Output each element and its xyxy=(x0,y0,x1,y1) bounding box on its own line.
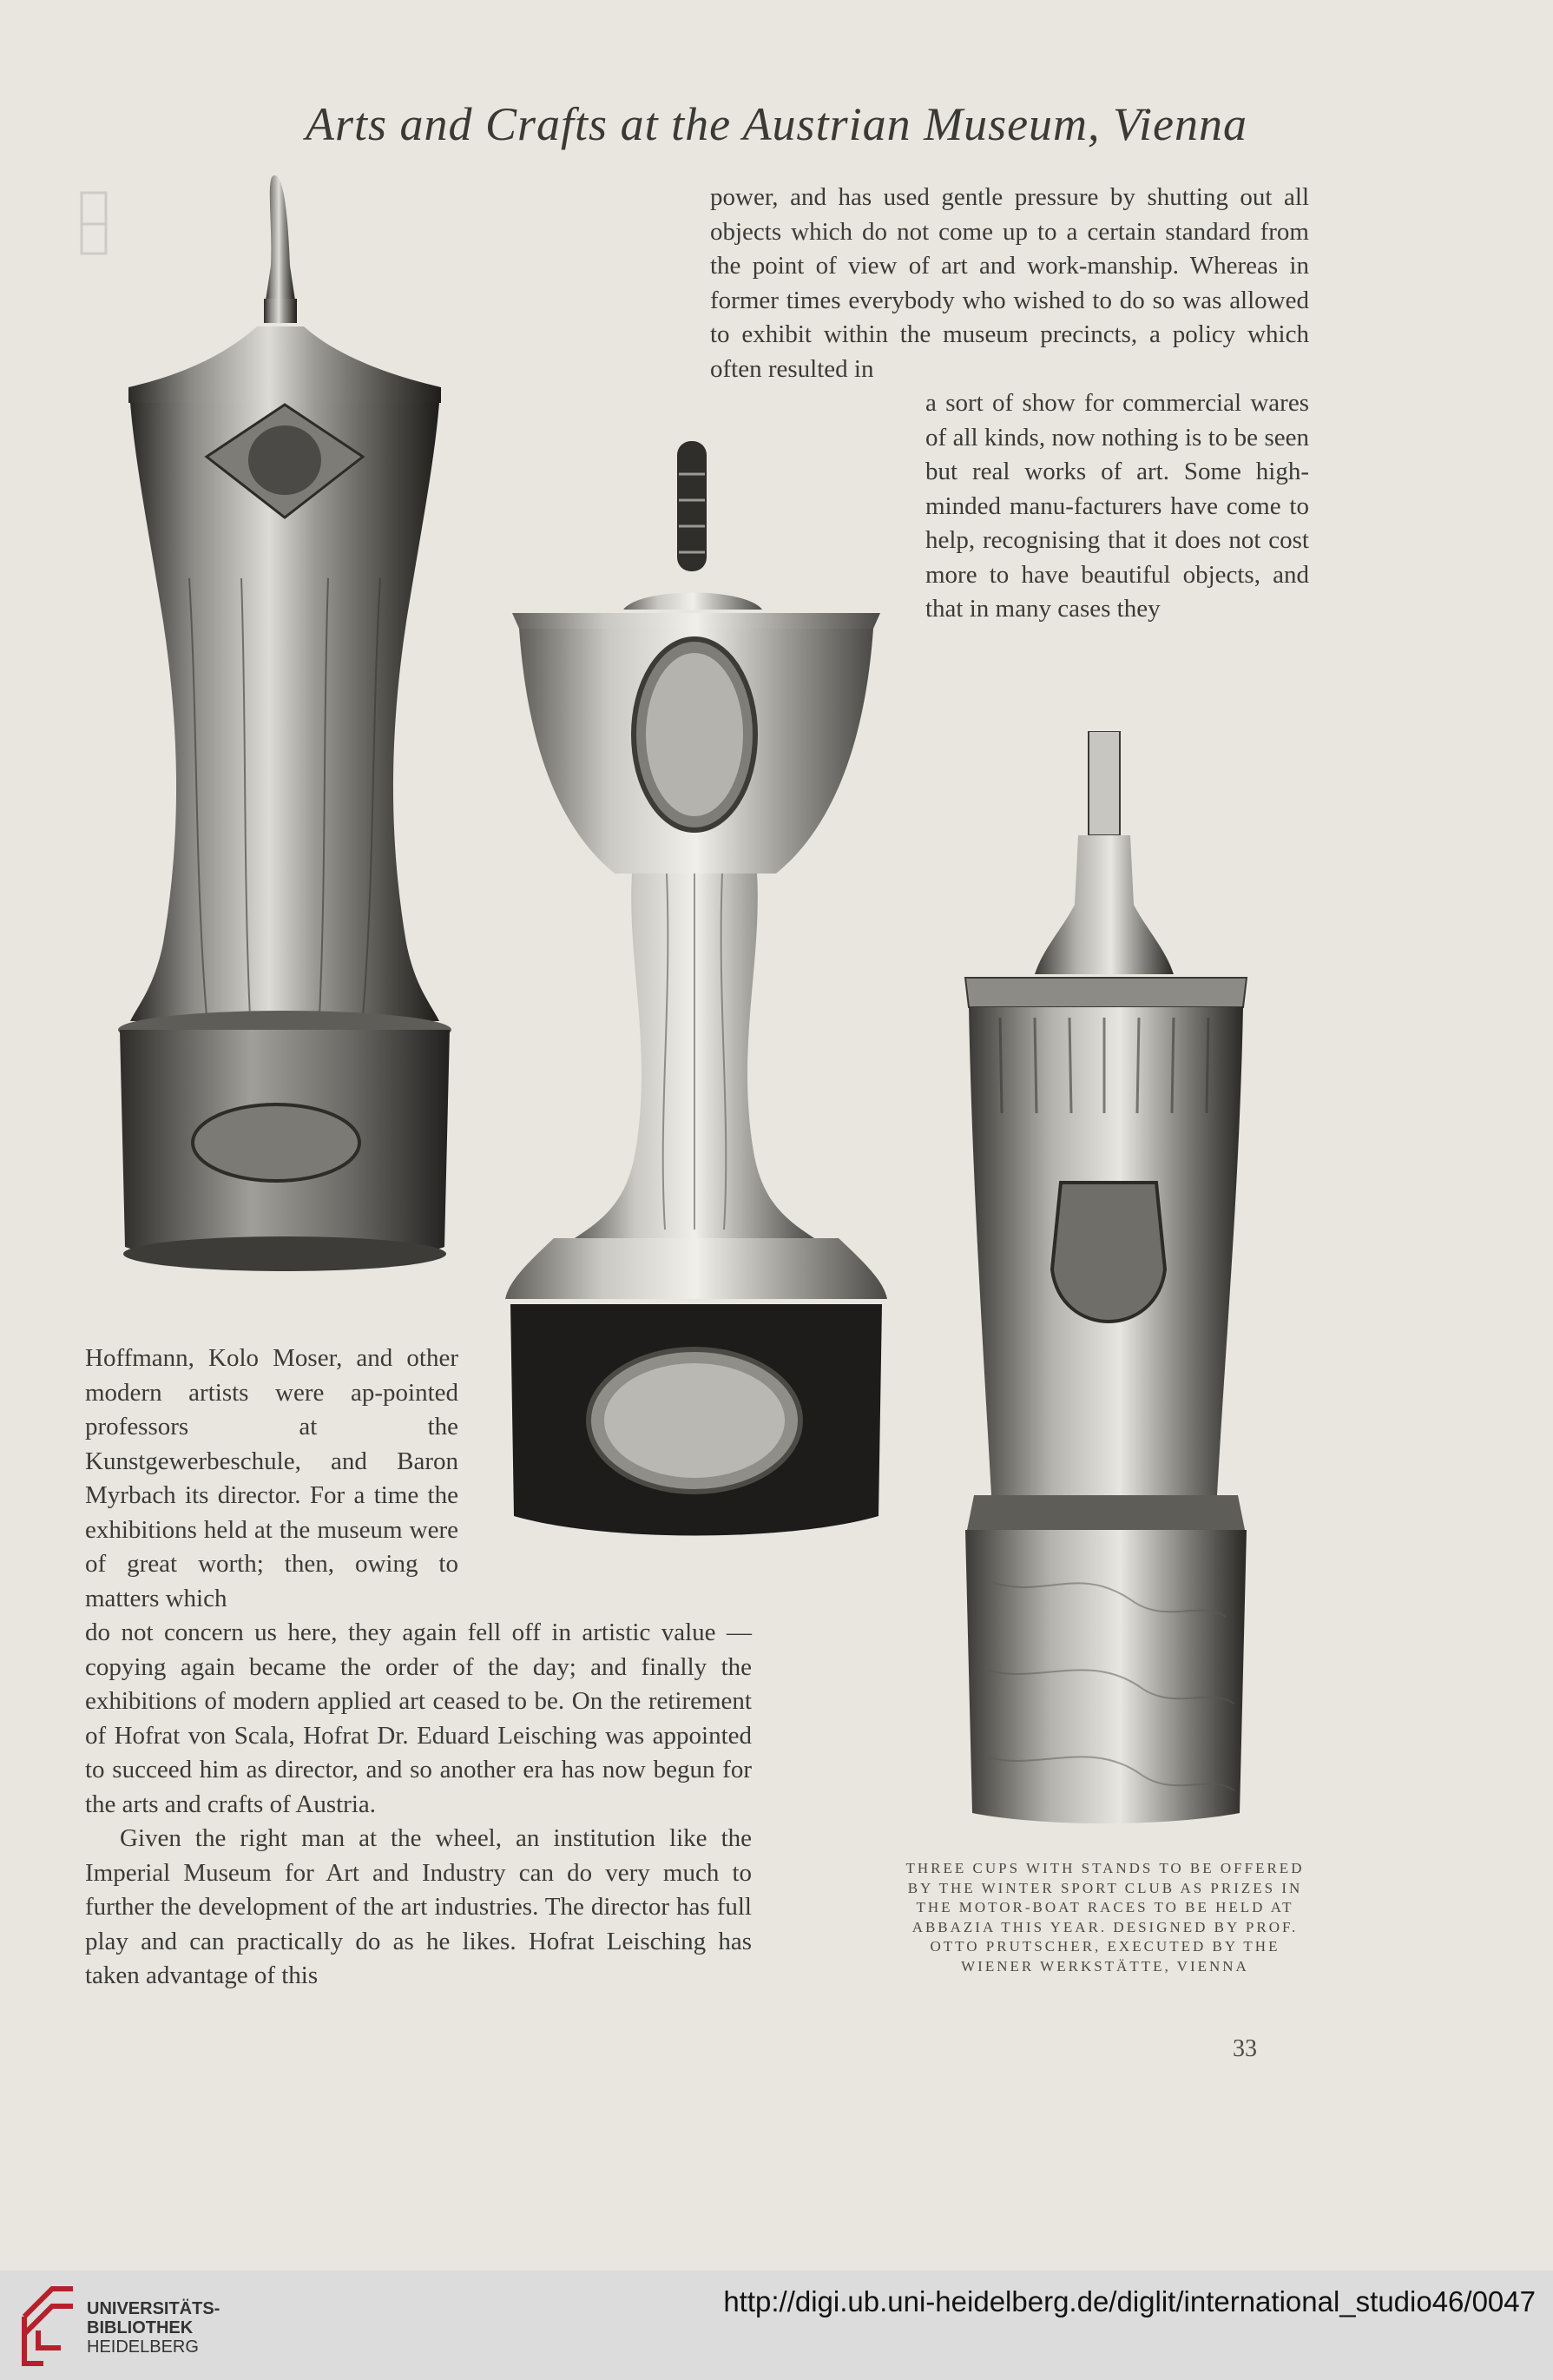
paragraph-left-2: Given the right man at the wheel, an institution like the Imperial Museum for Art and Industry can do very much to further the development of the art industries. The director has full play and can practically do as he likes. Hofrat Leisching has taken advantage of this xyxy=(85,1824,752,1989)
cup-1-image xyxy=(111,170,458,1275)
library-name-line-1: UNIVERSITÄTS- xyxy=(87,2299,220,2318)
paragraph-top-right-a: power, and has used gentle pressure by shutting out all objects which do not come up to a certain standard from the point of view of art and work-manship. Whereas in former times everybody who wished to do so was allowed to exhibit within the museum precincts, a policy which often resulted in xyxy=(710,183,1309,383)
library-name-line-3: HEIDELBERG xyxy=(87,2337,199,2357)
library-name-line-2: BIBLIOTHEK xyxy=(87,2318,194,2337)
body-text-left-wide xyxy=(85,1616,752,1994)
figure-caption: THREE CUPS WITH STANDS TO BE OFFERED BY THE WINTER SPORT CLUB AS PRIZES IN THE MOTOR-BOAT RACES TO BE HELD AT ABBAZIA THIS YEAR. DESIGNED BY PROF. OTTO PRUTSCHER, EXECUTED BY THE WIENER WERKSTÄTTE, VIENNA xyxy=(905,1860,1305,1975)
paragraph-top-right-b: a sort of show for commercial wares of all kinds, now nothing is to be seen but real works of art. Some high-minded manu-facturers have come to help, recognising that it does not cost more to have beautiful objects, and that in many cases they xyxy=(925,389,1309,623)
library-stamp-mark xyxy=(76,189,111,257)
library-name xyxy=(87,2299,220,2357)
paragraph-left-wide: do not concern us here, they again fell off in artistic value —copying again became the order of the day; and finally the exhibitions of modern applied art ceased to be. On the retirement of Hofrat von Scala, Hofrat Dr. Eduard Leisching was appointed to succeed him as director, and so another era has now begun for the arts and crafts of Austria. xyxy=(85,1619,752,1818)
body-text-left-narrow: Hoffmann, Kolo Moser, and other modern artists were ap-pointed professors at the Kunstgewerbeschule, and Baron Myrbach its director. For a time the exhibitions held at the museum were of great worth; then, owing to matters which xyxy=(85,1344,458,1612)
library-logo-icon xyxy=(17,2282,76,2369)
page-number: 33 xyxy=(1233,2035,1257,2062)
source-url-link[interactable]: http://digi.ub.uni-heidelberg.de/diglit/international_studio46/0047 xyxy=(723,2285,1536,2317)
body-text-top-right xyxy=(710,181,1309,627)
cup-3-image xyxy=(939,731,1269,1825)
running-header: Arts and Crafts at the Austrian Museum, Vienna xyxy=(306,98,1247,150)
